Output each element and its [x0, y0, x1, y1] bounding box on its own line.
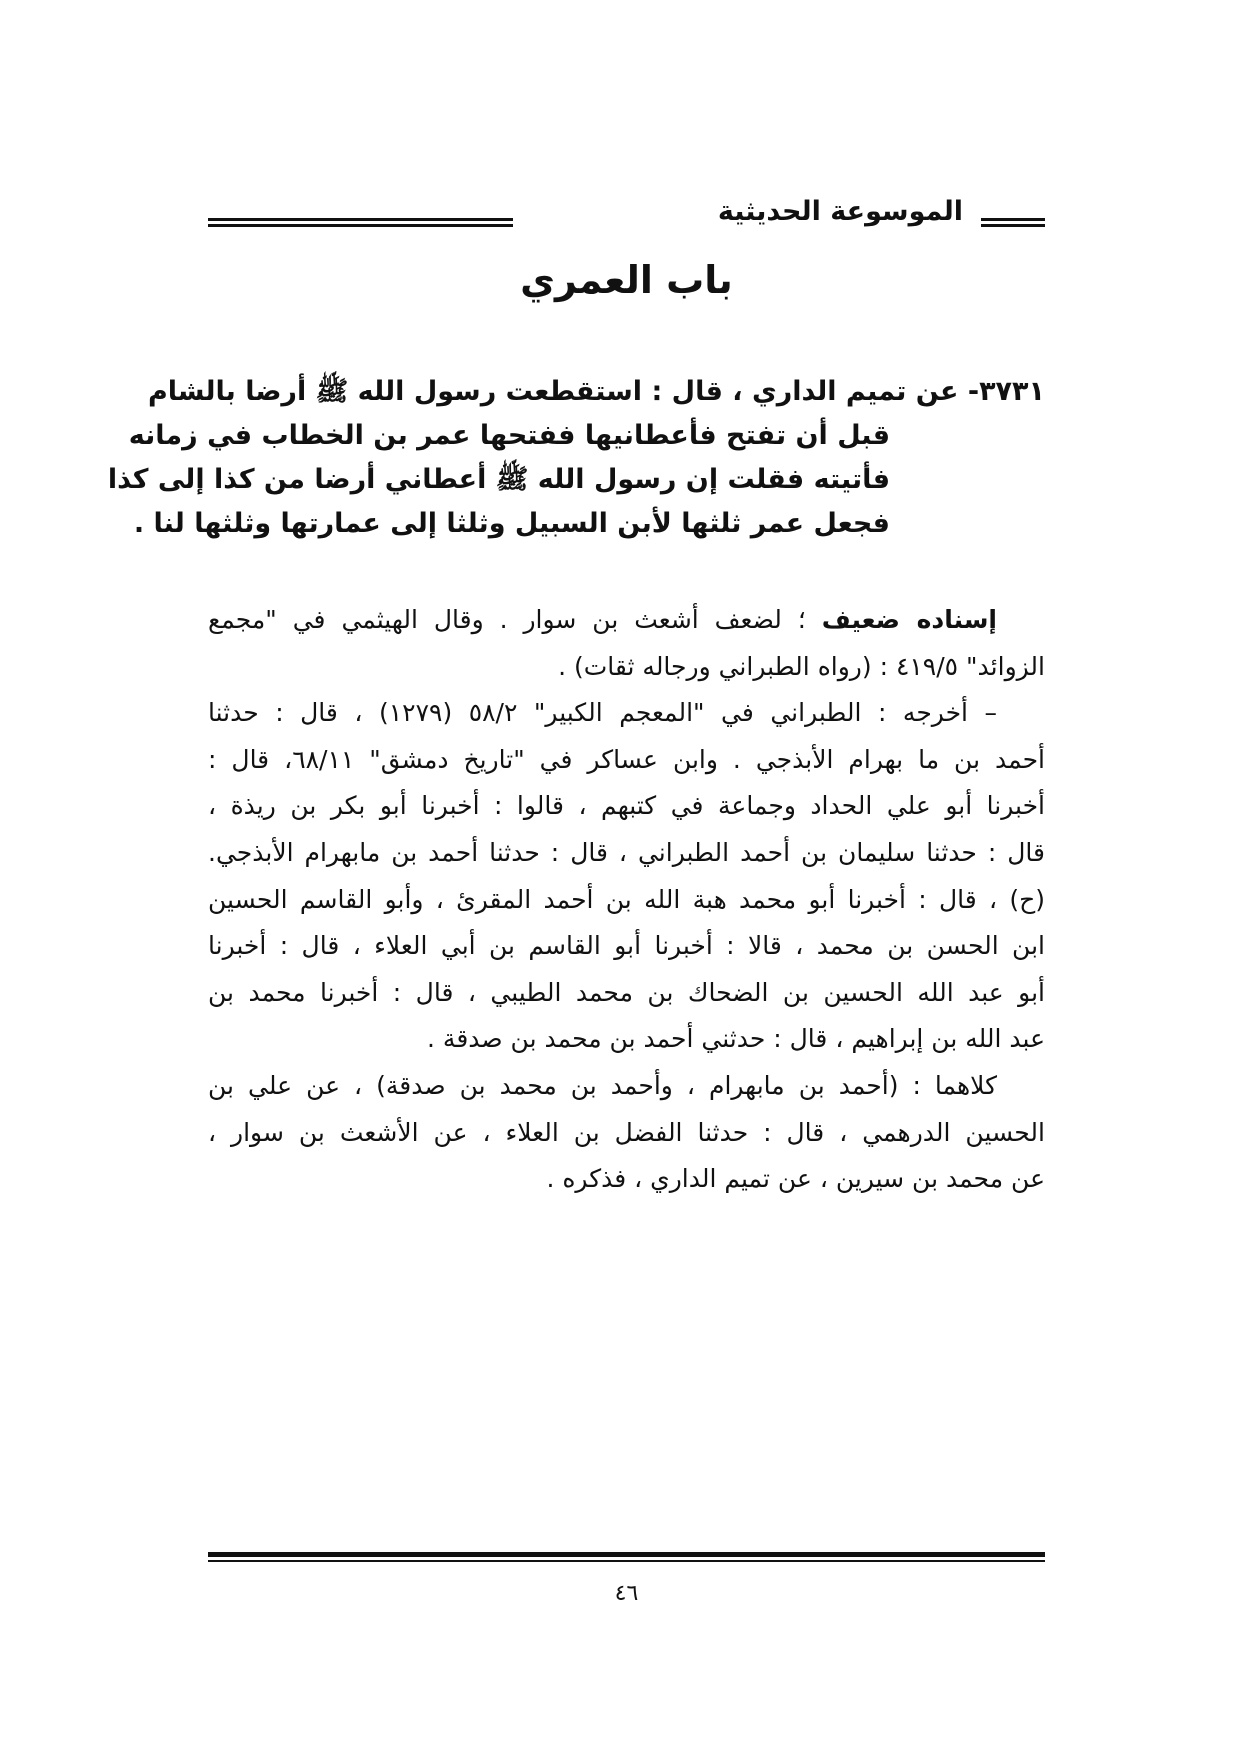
- takhrij-line: عبد الله بن إبراهيم ، قال : حدثني أحمد بن محمد بن صدقة .: [427, 1024, 1045, 1054]
- takhrij-line: قال : حدثنا سليمان بن أحمد الطبراني ، قال : حدثنا أحمد بن مابهرام الأبذجي.: [208, 837, 1045, 867]
- isnad-line: الزوائد" ٤١٩/٥ : (رواه الطبراني ورجاله ثقات) .: [558, 651, 1045, 681]
- running-header: [208, 190, 1045, 234]
- chapter-title: باب العمري: [520, 258, 733, 302]
- takhrij-line: (ح) ، قال : أخبرنا أبو محمد هبة الله بن أحمد المقرئ ، وأبو القاسم الحسين: [208, 884, 1045, 914]
- hadith-line: فجعل عمر ثلثها لأبن السبيل وثلثا إلى عمارتها وثلثها لنا .: [133, 508, 890, 539]
- hadith-line: ٣٧٣١- عن تميم الداري ، قال : استقطعت رسول الله ﷺ أرضا بالشام: [147, 376, 1045, 407]
- final-line: كلاهما : (أحمد بن مابهرام ، وأحمد بن محمد بن صدقة) ، عن علي بن: [208, 1070, 997, 1100]
- hadith-line: فأتيته فقلت إن رسول الله ﷺ أعطاني أرضا من كذا إلى كذا: [107, 464, 890, 495]
- final-line: الحسين الدرهمي ، قال : حدثنا الفضل بن العلاء ، عن الأشعث بن سوار ،: [208, 1117, 1045, 1147]
- isnad-text: ؛ لضعف أشعث بن سوار . وقال الهيثمي في "مجمع: [208, 605, 806, 634]
- hadith-text: [107, 370, 1045, 546]
- commentary: [208, 597, 1045, 1203]
- header-rule-left: [208, 218, 513, 227]
- isnad-line: [208, 597, 1045, 644]
- takhrij-line: أحمد بن ما بهرام الأبذجي . وابن عساكر في "تاريخ دمشق" ٦٨/١١، قال :: [208, 744, 1045, 774]
- header-title: الموسوعة الحديثية: [717, 196, 963, 227]
- takhrij-line: – أخرجه : الطبراني في "المعجم الكبير" ٥٨/٢ (١٢٧٩) ، قال : حدثنا: [208, 698, 997, 728]
- header-rule-right: [981, 218, 1045, 227]
- hadith-line: قبل أن تفتح فأعطانيها ففتحها عمر بن الخطاب في زمانه: [128, 420, 890, 451]
- footer-rule: [208, 1552, 1045, 1562]
- takhrij-line: أخبرنا أبو علي الحداد وجماعة في كتبهم ، قالوا : أخبرنا أبو بكر بن ريذة ،: [208, 791, 1045, 821]
- page-number: ٤٦: [614, 1581, 639, 1606]
- final-line: عن محمد بن سيرين ، عن تميم الداري ، فذكره .: [546, 1164, 1045, 1194]
- takhrij-line: أبو عبد الله الحسين بن الضحاك بن محمد الطيبي ، قال : أخبرنا محمد بن: [208, 977, 1045, 1007]
- isnad-label: إسناده ضعيف: [821, 605, 997, 634]
- takhrij-line: ابن الحسن بن محمد ، قالا : أخبرنا أبو القاسم بن أبي العلاء ، قال : أخبرنا: [208, 931, 1045, 961]
